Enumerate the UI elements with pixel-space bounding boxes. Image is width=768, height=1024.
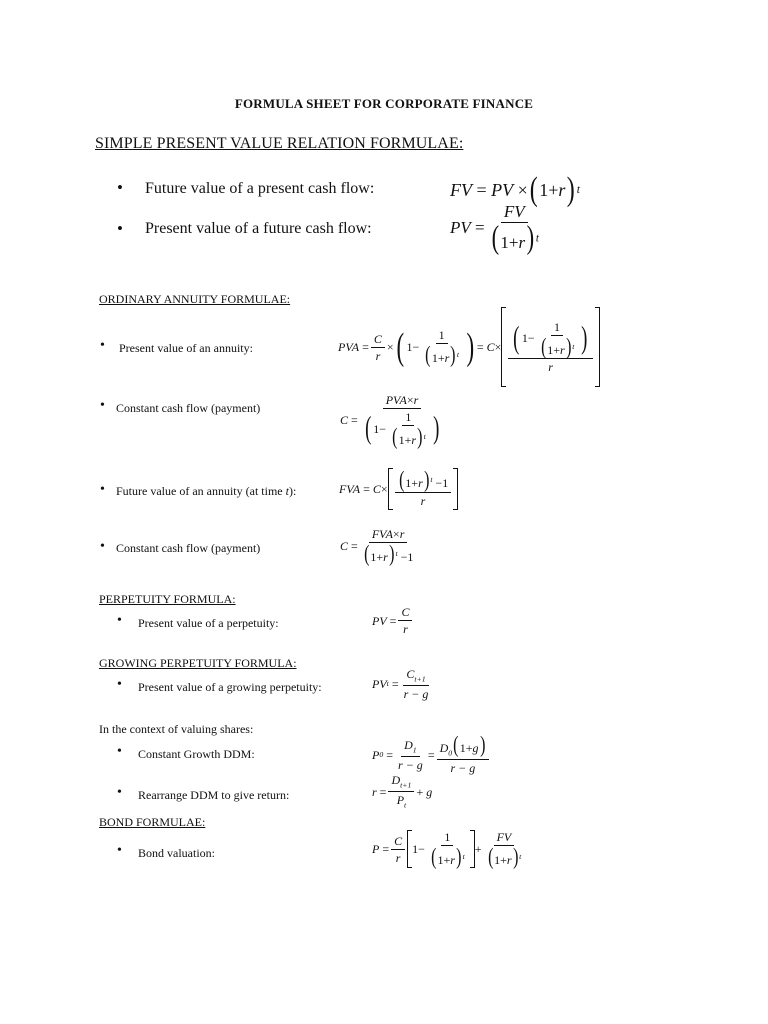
item-label-perpetuity: Present value of a perpetuity:	[138, 616, 279, 630]
page-title: FORMULA SHEET FOR CORPORATE FINANCE	[234, 96, 534, 111]
bullet-icon: •	[117, 744, 122, 759]
item-label-ddm-return: Rearrange DDM to give return:	[138, 788, 290, 802]
section-heading-bond: BOND FORMULAE:	[99, 815, 206, 829]
item-label-constant-cf: Constant cash flow (payment)	[116, 401, 261, 415]
formula-fv: FV = PV × ( 1+ r ) t	[450, 171, 581, 208]
formula-perpetuity: PV = $\frac{C}{r}$	[372, 606, 414, 635]
formula-growing: PV t = $\frac{C_{t+1}}{r - g}$	[372, 667, 429, 702]
item-label-fva: Future value of an annuity (at time t):	[116, 484, 297, 498]
bullet-icon: •	[100, 338, 105, 353]
item-label-bond: Bond valuation:	[138, 846, 215, 860]
item-label-ddm: Constant Growth DDM:	[138, 747, 255, 761]
formula-ddm: P 0 = $\frac{D_1}{r - g}$ = $\frac{D_0(1+g)}{r - g}$	[372, 736, 491, 774]
section-heading-growing: GROWING PERPETUITY FORMULA:	[99, 656, 297, 670]
item-label-pv: Present value of a future cash flow:	[145, 220, 372, 237]
bullet-icon: •	[100, 482, 105, 497]
bullet-icon: •	[117, 677, 122, 692]
formula-constant-cf-fva: C = $\frac{\text{FVA×r}}{(1+r)^t -1}$	[340, 527, 414, 566]
bullet-icon: •	[117, 613, 122, 628]
section-heading-perpetuity: PERPETUITY FORMULA:	[99, 592, 236, 606]
bullet-icon: •	[117, 843, 122, 858]
formula-constant-cf-pva: C = PVA×r ( 1− $\frac{1}{(1+r)^t}$ )	[340, 393, 440, 449]
bullet-icon: •	[117, 785, 122, 800]
item-label-fv: Future value of a present cash flow:	[145, 180, 375, 197]
item-label-constant-cf-2: Constant cash flow (payment)	[116, 541, 261, 555]
item-label-growing: Present value of a growing perpetuity:	[138, 680, 322, 694]
bullet-icon: •	[117, 219, 123, 238]
section-heading-simple: SIMPLE PRESENT VALUE RELATION FORMULAE:	[95, 135, 464, 152]
formula-pv: PV = $\frac{FV}{(1+r) ^t}$	[450, 202, 539, 255]
section-heading-annuity: ORDINARY ANNUITY FORMULAE:	[99, 292, 291, 306]
formula-fva: FVA = C × $\frac{(1+r)^t -1}{r}$	[339, 468, 458, 510]
bullet-icon: •	[117, 178, 123, 197]
item-label-pva: Present value of an annuity:	[119, 341, 253, 355]
formula-ddm-return: r = $\frac{D_{t+1}}{P_t}$ + g	[372, 773, 433, 810]
formula-bond: P = $\frac{C}{r}$ 1− $\frac{1}{(1+r)^t}$ + $\frac{FV}{(1+r)^t}$	[372, 830, 522, 870]
context-note: In the context of valuing shares:	[99, 722, 254, 736]
bullet-icon: •	[100, 539, 105, 554]
bullet-icon: •	[100, 398, 105, 413]
formula-pva: PVA = $\frac{C}{r}$ × ( 1− $\frac{1}{(1+r)^t}$ ) = C × ( 1− $\frac{1}{(1+r)^t}$ ) r	[338, 307, 600, 387]
